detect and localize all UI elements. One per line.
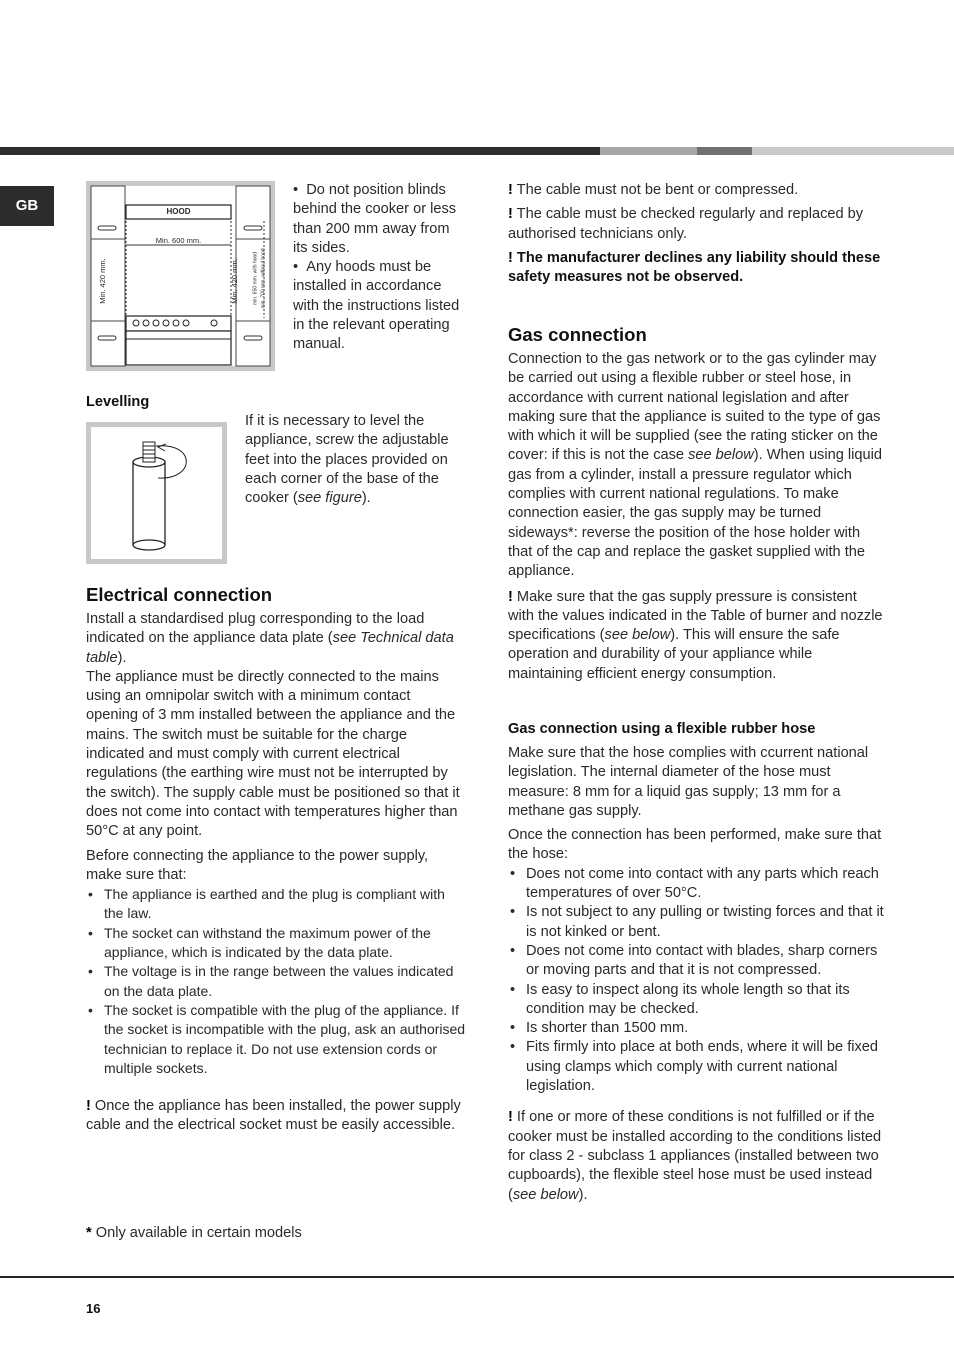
- without-hood-label: min. 700 mm. without hood: [260, 248, 267, 309]
- list-item: • Does not come into contact with blades, sharp corners or moving parts and that it is not compressed.: [508, 942, 886, 981]
- footer-rule: [0, 1276, 954, 1278]
- list-item: • Is easy to inspect along its whole length so that its condition may be checked.: [508, 981, 886, 1020]
- hose-checklist: [508, 865, 886, 1097]
- min-height-label-right: Min. 420 mm.: [230, 258, 239, 304]
- min-height-label-left: Min. 420 mm.: [98, 258, 107, 304]
- electrical-warning: ! Once the appliance has been installed, the power supply cable and the electrical socket must be easily accessible.: [86, 1098, 461, 1134]
- rubber-hose-heading: Gas connection using a flexible rubber hose: [508, 721, 816, 737]
- rubber-hose-body: [508, 744, 886, 1205]
- footnote: * Only available in certain models: [86, 1225, 302, 1241]
- hood-note: • Do not position blinds behind the cooker or less than 200 mm away from its sides.: [293, 182, 457, 256]
- warning-liability: ! The manufacturer declines any liability should these safety measures not be observed.: [508, 249, 881, 286]
- electrical-connection-heading: Electrical connection: [86, 584, 273, 605]
- list-item: • Fits firmly into place at both ends, where it will be fixed using clamps which comply with current national legislation.: [508, 1038, 886, 1096]
- levelling-heading: Levelling: [86, 394, 150, 410]
- gas-pressure-warning: ! Make sure that the gas supply pressure is consistent with the values indicated in the Table of burner and nozzle specifications (see below). This will ensure the safe operation and durability of your appliance while maintaining efficient energy consumption.: [508, 588, 883, 682]
- gas-connection-body: [508, 350, 886, 684]
- warning-cable-checked: ! The cable must be checked regularly and replaced by authorised technicians only.: [508, 206, 864, 242]
- hood-note: • Any hoods must be installed in accordance with the instructions listed in the relevant operating manual.: [293, 259, 460, 353]
- steel-hose-warning: ! If one or more of these conditions is not fulfilled or if the cooker must be installed according to the conditions listed for class 2 - subclass 1 appliances (installed between two cupboards), the flexible steel hose must be used instead (see below).: [508, 1109, 882, 1203]
- header-bar-segment: [600, 147, 697, 155]
- warning-cable-bent: ! The cable must not be bent or compressed.: [508, 182, 799, 198]
- language-tab: GB: [0, 186, 54, 226]
- rubber-hose-paragraph: Once the connection has been performed, make sure that the hose:: [508, 827, 882, 863]
- list-item: • The socket is compatible with the plug of the appliance. If the socket is incompatible with the plug, ask an authorised technician to replace it. Do not use extension cords or multiple sockets.: [86, 1001, 466, 1078]
- list-item: • Is shorter than 1500 mm.: [508, 1019, 886, 1038]
- electrical-paragraph: The appliance must be directly connected to the mains using an omnipolar switch with a minimum contact opening of 3 mm installed between the appliance and the mains. The switch must be suitable for the charge indicated and must comply with current electrical regulations (the earthing wire must not be interrupted by the switch). The supply cable must be positioned so that it does not come into contact with temperatures higher than 50°C at any point.: [86, 668, 460, 840]
- list-item: • Does not come into contact with any parts which reach temperatures of over 50°C.: [508, 865, 886, 904]
- electrical-connection-body: [86, 610, 466, 1136]
- rubber-hose-paragraph: Make sure that the hose complies with ccurrent national legislation. The internal diameter of the hose must measure: 8 mm for a liquid gas supply; 13 mm for a methane gas supply.: [508, 745, 869, 819]
- header-bar-segment: [752, 147, 954, 155]
- min-width-label: Min. 600 mm.: [155, 236, 202, 245]
- list-item: • The voltage is in the range between the values indicated on the data plate.: [86, 962, 466, 1001]
- hood-notes: [293, 181, 465, 355]
- list-item: • The socket can withstand the maximum power of the appliance, which is indicated by the data plate.: [86, 924, 466, 963]
- hood-label: HOOD: [166, 207, 191, 216]
- gas-paragraph: Connection to the gas network or to the gas cylinder may be carried out using a flexible rubber or steel hose, in accordance with current national legislation and after making sure that the appliance is suited to the type of gas with which it will be supplied (see the rating sticker on the cover: if this is not the case see below). When using liquid gas from a cylinder, install a pressure regulator which complies with current national regulations. To make connection easier, the gas supply may be turned sideways*: reverse the position of the hose holder with that of the cap and replace the gasket supplied with the appliance.: [508, 351, 882, 580]
- electrical-paragraph: Install a standardised plug corresponding to the load indicated on the appliance data plate (see Technical data table).: [86, 611, 454, 666]
- electrical-paragraph: Before connecting the appliance to the power supply, make sure that:: [86, 847, 429, 883]
- header-bar: [0, 147, 600, 155]
- gas-connection-heading: Gas connection: [508, 324, 647, 345]
- electrical-checklist: [86, 885, 466, 1078]
- levelling-figure: [86, 422, 227, 564]
- page-number: 16: [86, 1301, 101, 1316]
- header-bar-segment: [697, 147, 752, 155]
- adjustable-foot-diagram: [86, 422, 227, 564]
- list-item: • Is not subject to any pulling or twisting forces and that it is not kinked or bent.: [508, 903, 886, 942]
- list-item: • The appliance is earthed and the plug is compliant with the law.: [86, 885, 466, 924]
- hood-installation-figure: [86, 181, 275, 371]
- cable-warnings: [508, 181, 886, 287]
- with-hood-label: min. 650 mm. with hood: [252, 251, 259, 306]
- levelling-text: If it is necessary to level the appliance, screw the adjustable feet into the places provided on each corner of the base of the cooker (see figure).: [245, 413, 449, 507]
